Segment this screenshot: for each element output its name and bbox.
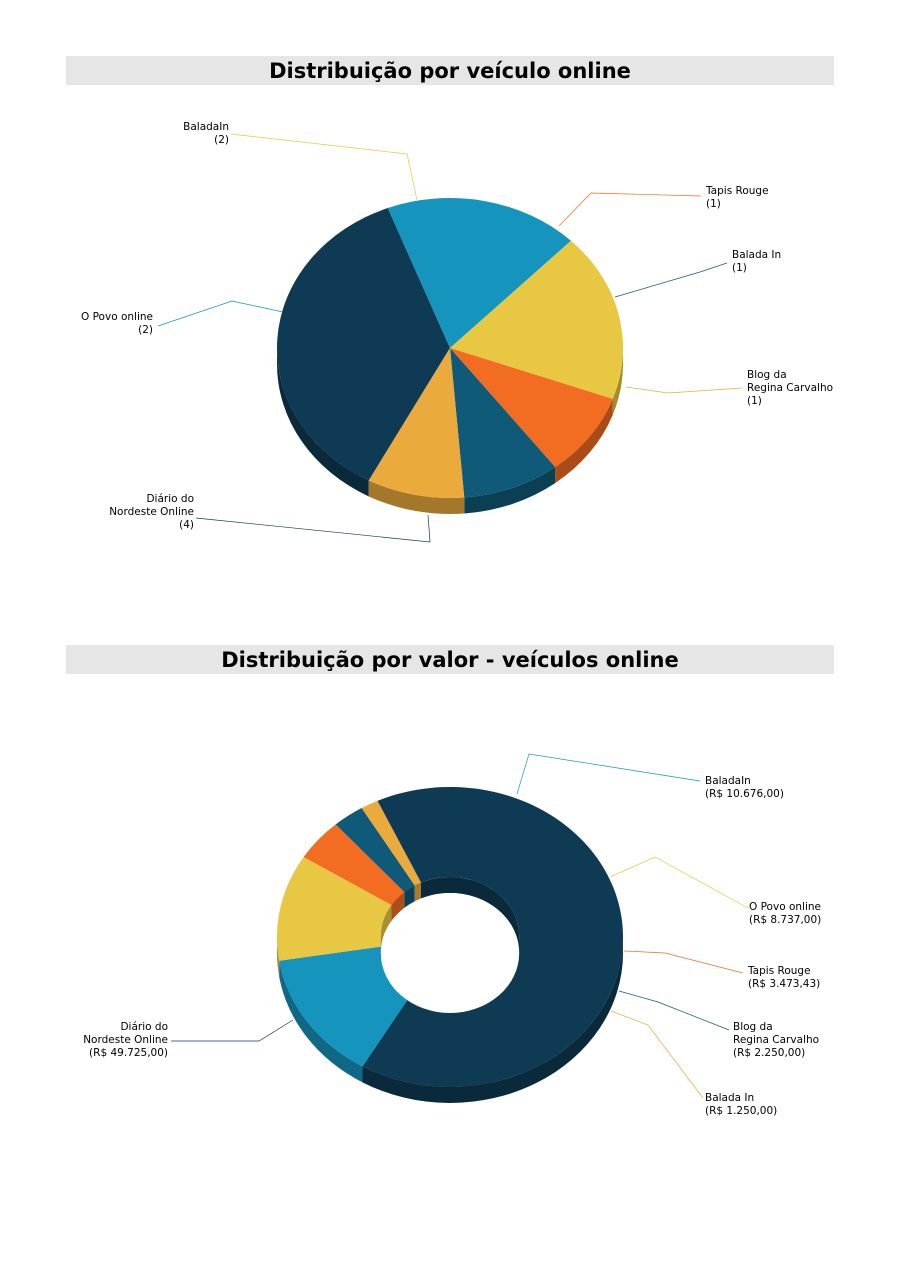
slice-label-line: Diário do	[120, 1021, 168, 1033]
slice-label	[747, 965, 820, 990]
slice-label-line: O Povo online	[81, 311, 153, 323]
chart1-pie	[0, 90, 900, 570]
slice-label-line: Regina Carvalho	[747, 382, 834, 394]
slice-label-line: (R$ 49.725,00)	[89, 1047, 168, 1059]
donut-inner-wall	[415, 883, 421, 902]
callout-line	[231, 134, 417, 200]
slice-label	[749, 901, 821, 926]
slice-label-line: BaladaIn	[183, 121, 229, 133]
callout-line	[559, 193, 701, 226]
donut-hole-center	[381, 893, 519, 1013]
pie-slices	[277, 198, 623, 498]
callout-line	[517, 754, 700, 794]
slice-label-line: (R$ 10.676,00)	[705, 788, 784, 800]
slice-label	[705, 1092, 777, 1117]
slice-label-line: Tapis Rouge	[706, 185, 769, 197]
slice-label-line: (R$ 1.250,00)	[705, 1105, 778, 1117]
slice-label-line: (2)	[214, 134, 229, 146]
slice-label-line: O Povo online	[749, 901, 821, 913]
slice-label	[705, 775, 784, 800]
slice-label-line: Balada In	[705, 1092, 755, 1104]
slice-label-line: Tapis Rouge	[748, 965, 811, 977]
slice-label	[109, 493, 194, 531]
donut-hole	[381, 877, 519, 1013]
slice-label	[183, 121, 229, 146]
slice-label	[81, 311, 153, 336]
slice-label	[733, 1021, 819, 1059]
slice-label-line: (R$ 8.737,00)	[749, 914, 822, 926]
slice-label-line: Blog da	[747, 369, 787, 381]
slice-label-line: (R$ 3.473,43)	[748, 978, 821, 990]
slice-label-line: (4)	[179, 519, 194, 531]
slice-label-line: BaladaIn	[705, 775, 751, 787]
slice-label-line: Nordeste Online	[83, 1034, 168, 1046]
slice-label-line: Balada In	[732, 249, 782, 261]
callout-line	[171, 1020, 293, 1041]
slice-label-line: (1)	[732, 262, 747, 274]
callout-line	[615, 263, 727, 297]
slice-label-line: Diário do	[146, 493, 194, 505]
slice-label	[747, 369, 833, 407]
slice-label-line: Regina Carvalho	[733, 1034, 820, 1046]
chart2-donut	[0, 700, 900, 1140]
callout-line	[626, 387, 742, 393]
slice-label	[705, 185, 769, 210]
callout-line	[619, 991, 729, 1030]
callout-line	[611, 1011, 703, 1098]
slice-label-line: (R$ 2.250,00)	[733, 1047, 806, 1059]
slice-label-line: (1)	[706, 198, 721, 210]
slice-label-line: (2)	[138, 324, 153, 336]
callout-line	[624, 951, 743, 973]
slice-label-line: Nordeste Online	[109, 506, 194, 518]
slice-label	[732, 249, 781, 274]
slice-label	[83, 1021, 168, 1059]
callout-line	[196, 515, 430, 542]
callout-line	[158, 301, 283, 326]
callout-line	[610, 857, 748, 908]
chart1-title: Distribuição por veículo online	[66, 56, 834, 85]
chart2-title: Distribuição por valor - veículos online	[66, 645, 834, 674]
slice-label-line: (1)	[747, 395, 762, 407]
slice-label-line: Blog da	[733, 1021, 773, 1033]
